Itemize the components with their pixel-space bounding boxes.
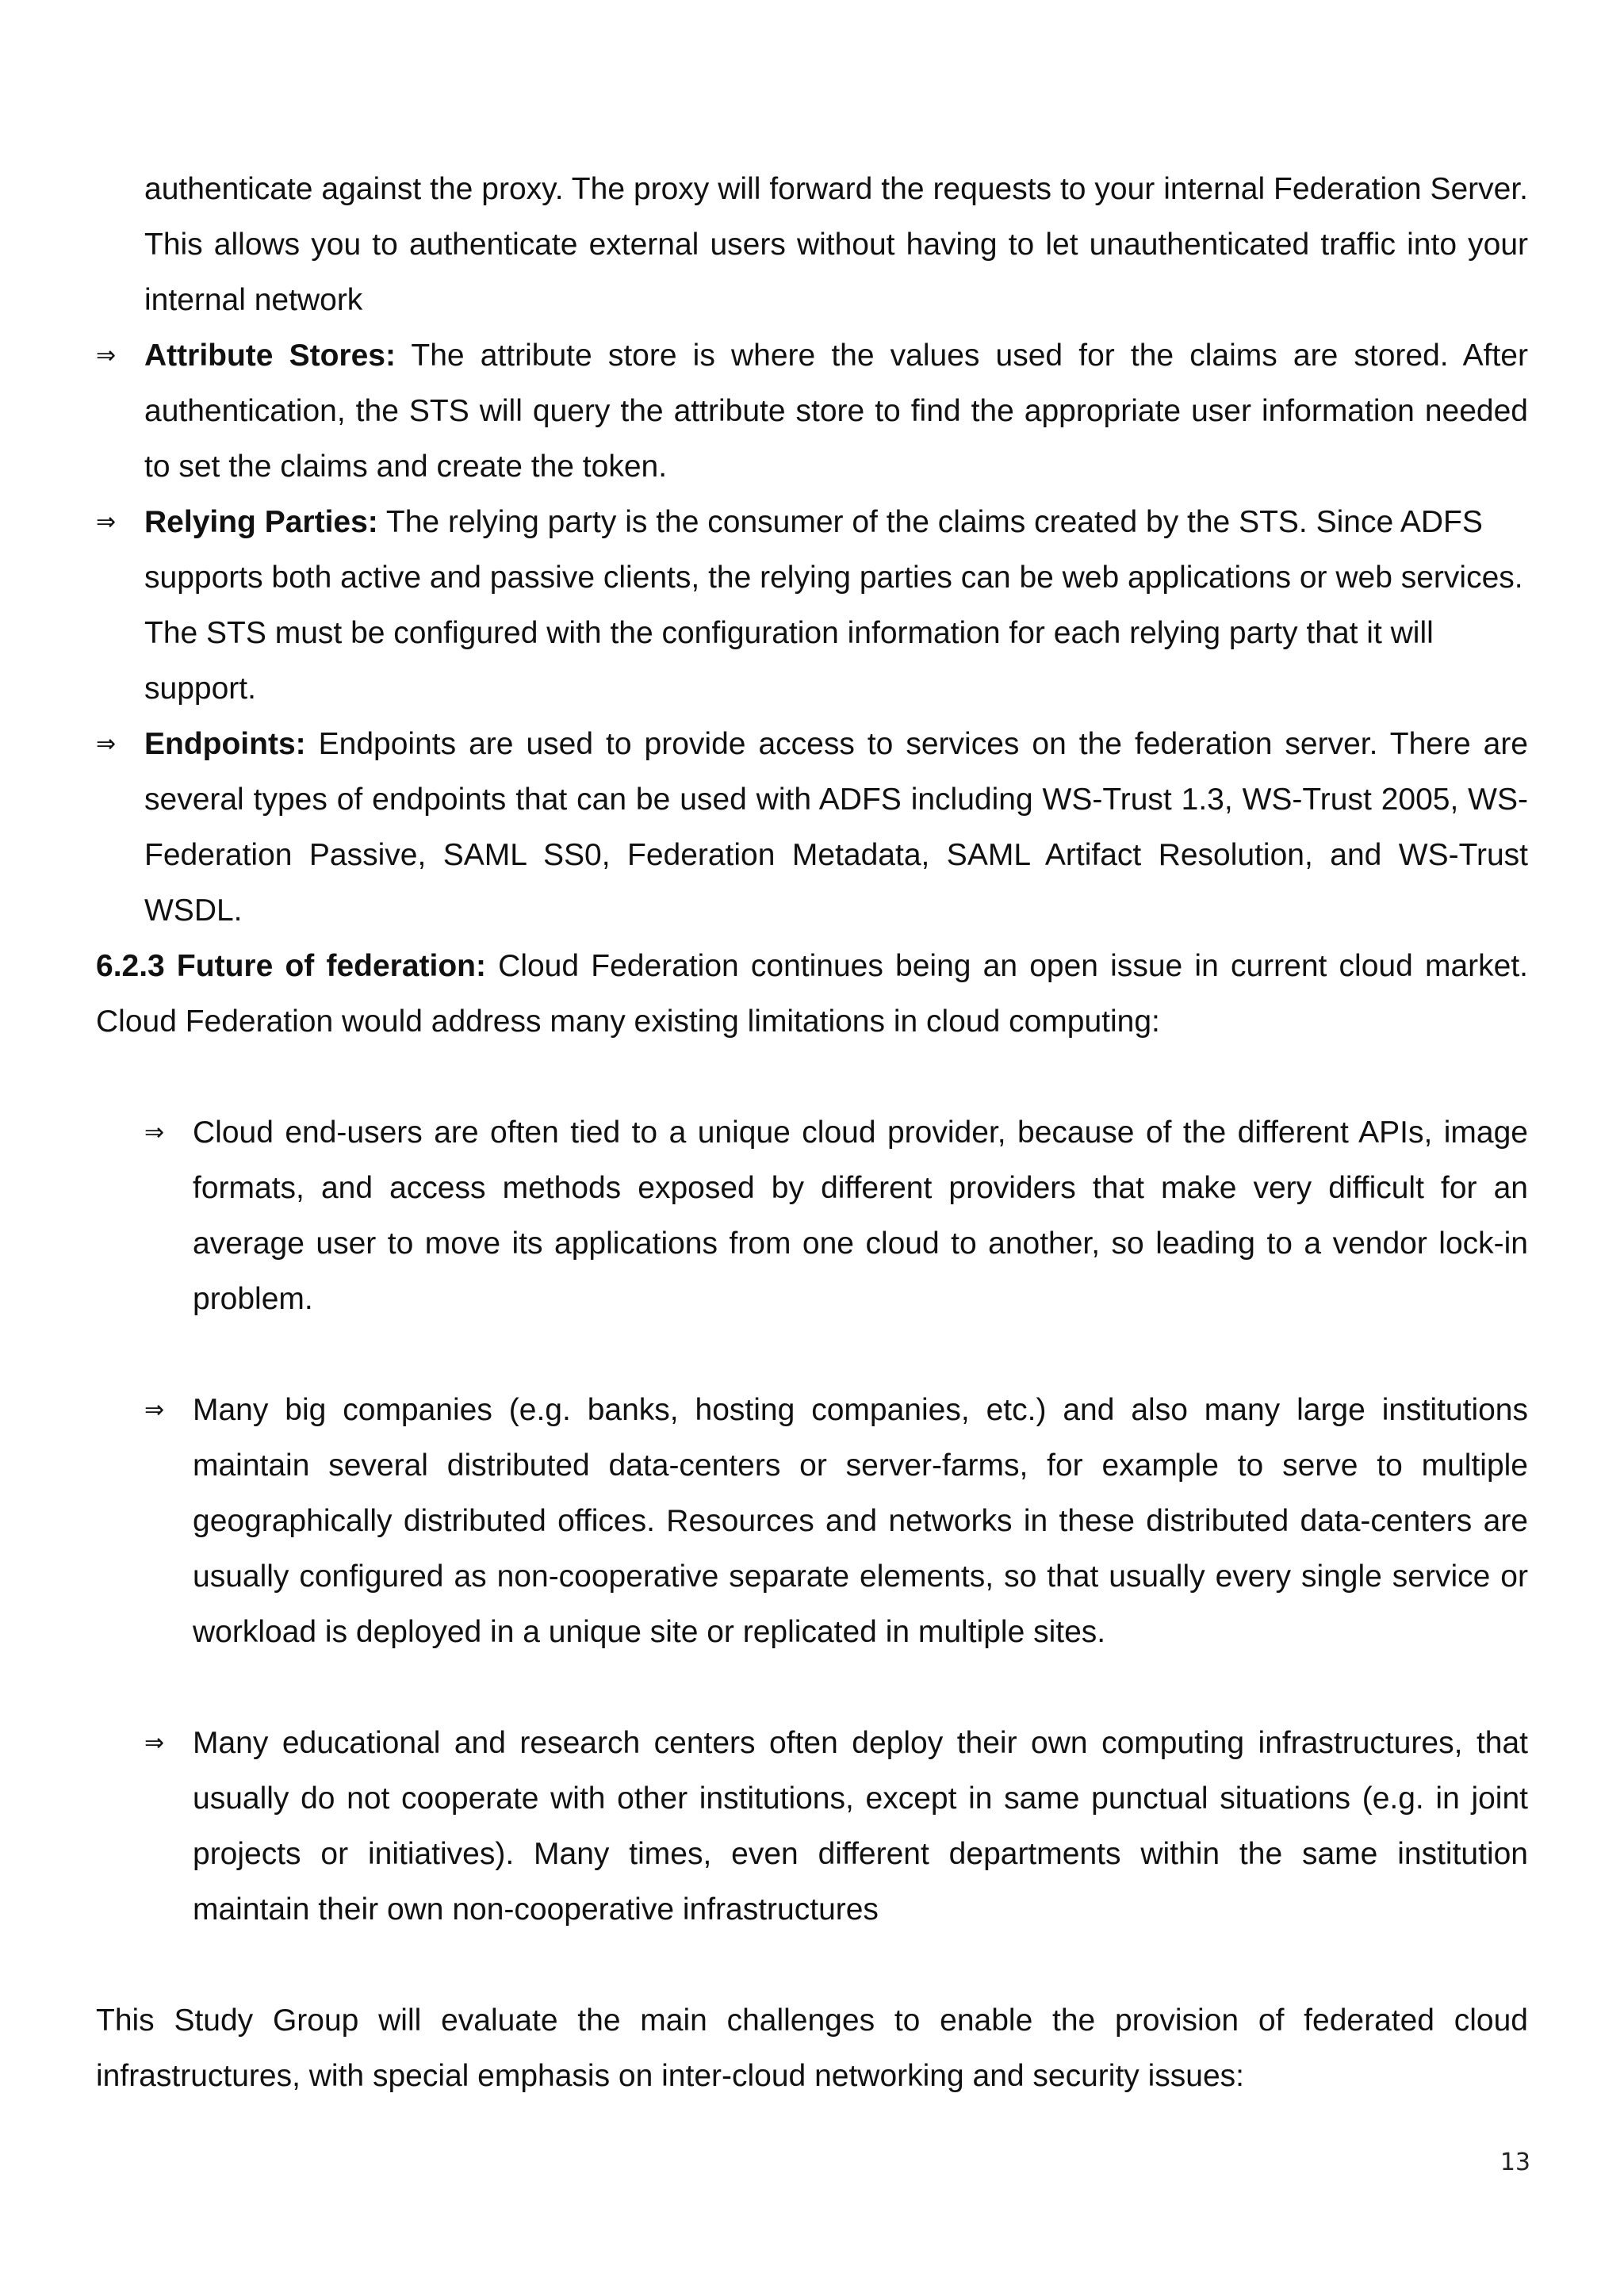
limitation-text: Cloud end-users are often tied to a unique cloud provider, because of the different APIs, image formats, and access methods exposed by different providers that make very difficult for an average user to move its applications from one cloud to another, so leading to a vendor lock-in problem.	[193, 1115, 1528, 1316]
page-number: 13	[1500, 2149, 1530, 2176]
section-intro: Cloud Federation continues being an open issue in current cloud market. Cloud Federation would address many existing limitations in cloud computing:	[96, 949, 1528, 1039]
term-description: Endpoints are used to provide access to services on the federation server. There are several types of endpoints that can be used with ADFS including WS-Trust 1.3, WS-Trust 2005, WS-Federation Passive, SAML SS0, Federation Metadata, SAML Artifact Resolution, and WS-Trust WSDL.	[144, 727, 1528, 928]
list-item-body	[144, 495, 1528, 717]
list-item-body	[144, 717, 1528, 939]
arrow-bullet-icon: ⇒	[144, 1729, 165, 1757]
term-description: The relying party is the consumer of the claims created by the STS. Since ADFS supports both active and passive clients, the relying parties can be web applications or web services. The STS must be configured with the configuration information for each relying party that it will support.	[144, 505, 1523, 706]
list-item-relying-parties	[96, 495, 1528, 717]
arrow-bullet-icon: ⇒	[96, 342, 117, 369]
closing-paragraph: This Study Group will evaluate the main challenges to enable the provision of federated cloud infrastructures, with special emphasis on inter-cloud networking and security issues:	[96, 2003, 1528, 2093]
arrow-bullet-icon: ⇒	[96, 508, 117, 536]
limitation-item	[144, 1105, 1528, 1327]
section-paragraph	[96, 939, 1528, 1050]
arrow-bullet-icon: ⇒	[144, 1119, 165, 1146]
arrow-bullet-icon: ⇒	[144, 1396, 165, 1424]
list-item-endpoints	[96, 717, 1528, 939]
term-description: The attribute store is where the values used for the claims are stored. After authentication, the STS will query the attribute store to find the appropriate user information needed to set the claims and create the token.	[144, 339, 1528, 484]
continuation-paragraph: authenticate against the proxy. The proxy will forward the requests to your internal Federation Server. This allows you to authenticate external users without having to let unauthenticated traffic into your internal network	[144, 172, 1528, 317]
term-label: Attribute Stores:	[144, 339, 396, 373]
limitation-item	[144, 1716, 1528, 1938]
list-item-attribute-stores	[96, 328, 1528, 495]
limitation-item	[144, 1383, 1528, 1660]
limitation-text: Many big companies (e.g. banks, hosting companies, etc.) and also many large institutions maintain several distributed data-centers or server-farms, for example to serve to multiple geographically distributed offices. Resources and networks in these distributed data-centers are usually configured as non-cooperative separate elements, so that usually every single service or workload is deployed in a unique site or replicated in multiple sites.	[193, 1393, 1528, 1649]
arrow-bullet-icon: ⇒	[96, 730, 117, 758]
term-label: Endpoints:	[144, 727, 306, 761]
list-item-body	[144, 328, 1528, 495]
limitation-text: Many educational and research centers often deploy their own computing infrastructures, that usually do not cooperate with other institutions, except in same punctual situations (e.g. in joint projects or initiatives). Many times, even different departments within the same institution maintain their own non-cooperative infrastructures	[193, 1726, 1528, 1927]
term-label: Relying Parties:	[144, 505, 378, 539]
section-heading: 6.2.3 Future of federation:	[96, 949, 486, 983]
